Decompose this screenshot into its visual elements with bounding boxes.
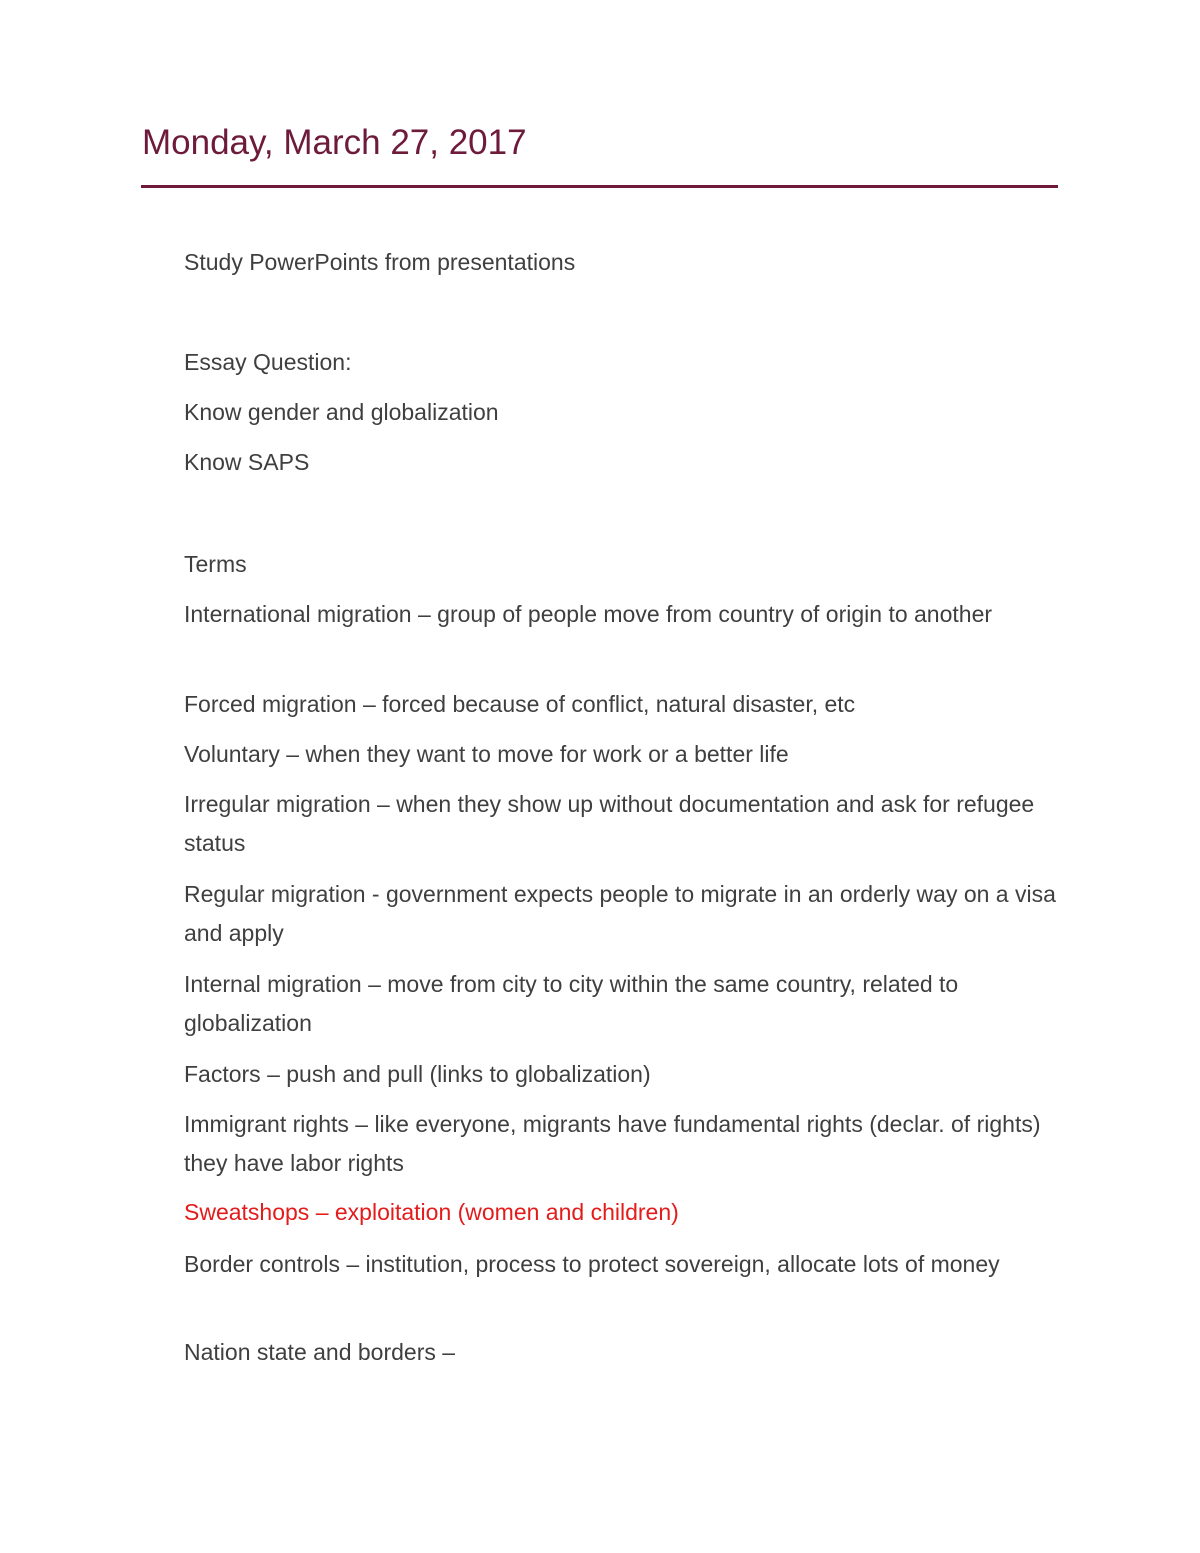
essay-question-heading: Essay Question:	[184, 349, 352, 375]
term-nation-state: Nation state and borders –	[184, 1339, 456, 1365]
term-sweatshops: Sweatshops – exploitation (women and children)	[184, 1199, 679, 1225]
note-line-study: Study PowerPoints from presentations	[184, 249, 576, 275]
term-forced-migration: Forced migration – forced because of conflict, natural disaster, etc	[184, 691, 856, 717]
term-factors: Factors – push and pull (links to globalization)	[184, 1061, 651, 1087]
term-internal-migration: Internal migration – move from city to city within the same country, related to globalization	[184, 971, 959, 1036]
term-regular-migration: Regular migration - government expects people to migrate in an orderly way on a visa and apply	[184, 881, 1056, 946]
term-voluntary: Voluntary – when they want to move for work or a better life	[184, 741, 789, 767]
term-irregular-migration: Irregular migration – when they show up without documentation and ask for refugee status	[184, 791, 1035, 856]
term-international-migration: International migration – group of people move from country of origin to another	[184, 601, 993, 627]
note-line-gender: Know gender and globalization	[184, 399, 499, 425]
page-title: Monday, March 27, 2017	[142, 123, 527, 162]
note-line-saps: Know SAPS	[184, 449, 310, 475]
terms-heading: Terms	[184, 551, 247, 577]
term-immigrant-rights: Immigrant rights – like everyone, migrants have fundamental rights (declar. of rights) they have labor rights	[184, 1111, 1041, 1176]
term-border-controls: Border controls – institution, process to protect sovereign, allocate lots of money	[184, 1251, 1000, 1277]
title-underline	[141, 185, 1058, 188]
